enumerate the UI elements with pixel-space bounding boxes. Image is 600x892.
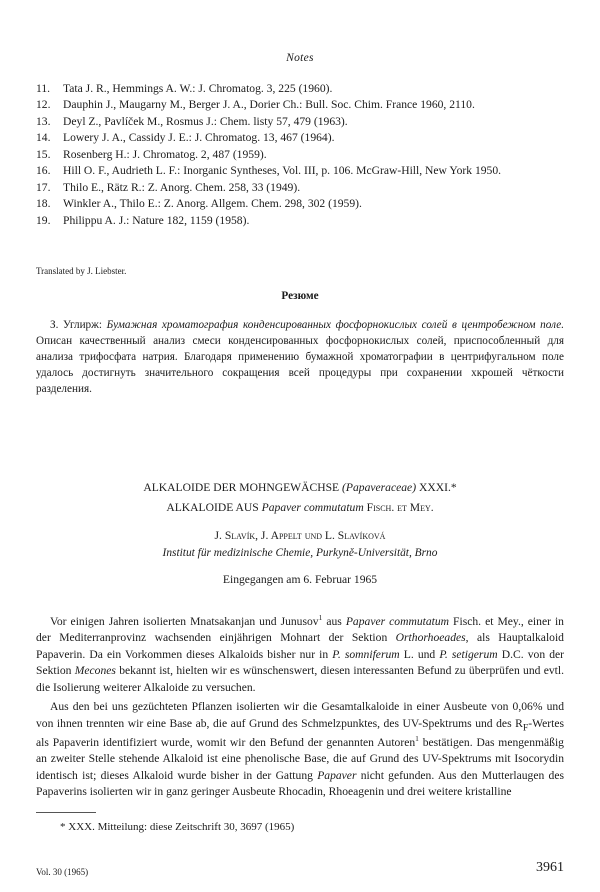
reference-item	[36, 213, 564, 229]
reference-text: Rosenberg H.: J. Chromatog. 2, 487 (1959).	[63, 147, 267, 161]
reference-text: Thilo E., Rätz R.: Z. Anorg. Chem. 258, 33 (1949).	[63, 180, 301, 194]
article-institute: Institut für medizinische Chemie, Purkyně-Universität, Brno	[162, 547, 438, 559]
reference-number: 16.	[36, 164, 51, 178]
page-number: 3961	[536, 860, 564, 875]
running-header: Notes	[286, 52, 314, 64]
resume-title: Резюме	[281, 290, 319, 302]
volume-info: Vol. 30 (1965)	[36, 867, 89, 877]
reference-text: Philippu A. J.: Nature 182, 1159 (1958).	[63, 213, 250, 227]
reference-item	[36, 147, 564, 163]
paragraph-2: Aus den bei uns gezüchteten Pflanzen isolierten wir die Gesamtalkaloide in einer Ausbeute von 0,06% und von ihnen trennten wir eine Base ab, die auf Grund des Schmelzpunktes, des UV-Spektrums und des $R_F$-Wertes als Papaverin identifiziert wurde, womit wir den Befund der genannten Autoren$^1$ bestätigen. Das mengenmäßig an zweiter Stelle stehende Alkaloid ist eine phenolische Base, die auf Grund des UV-Spektrums mit Isocorydin identisch ist; dieses Alkaloid wurde bisher in der Gattung Papaver nicht gefunden. Aus den Mutterlaugen des Papaverins isolierten wir in ganz geringer Ausbeute Rhocadin, Rhoeagenin und drei weitere kristalline	[36, 700, 564, 799]
reference-number: 17.	[36, 180, 51, 194]
footnote: * XXX. Mitteilung: diese Zeitschrift 30, 3697 (1965)	[60, 821, 295, 833]
reference-number: 19.	[36, 213, 51, 227]
article-title: ALKALOIDE DER MOHNGEWÄCHSE (Papaveraceae) XXXI.*	[143, 481, 457, 494]
reference-text: Deyl Z., Pavlíček M., Rosmus J.: Chem. listy 57, 479 (1963).	[63, 114, 348, 128]
resume-author: З. Углирж:	[50, 319, 102, 331]
article-body	[36, 614, 564, 804]
reference-text: Tata J. R., Hemmings A. W.: J. Chromatog. 3, 225 (1960).	[63, 82, 333, 95]
reference-item	[36, 180, 564, 196]
reference-text: Dauphin J., Maugarny M., Berger J. A., Dorier Ch.: Bull. Soc. Chim. France 1960, 2110.	[63, 98, 475, 112]
article-authors: J. Slavík, J. Appelt und L. Slavíková	[214, 529, 386, 542]
resume-italic-title: Бумажная хроматография конденсированных фосфорнокислых солей в центробежном поле.	[106, 319, 565, 331]
reference-item	[36, 81, 564, 97]
article-subtitle: ALKALOIDE AUS Papaver commutatum Fisch. et Mey.	[166, 501, 434, 514]
reference-item	[36, 114, 564, 130]
translator-credit: Translated by J. Liebster.	[36, 266, 127, 276]
reference-number: 15.	[36, 147, 51, 161]
reference-item	[36, 196, 564, 212]
resume-body: Описан качественный анализ смеси конденсированных фосфорнокислых солей, приспособленный для анализа трифосфата натрия. Благодаря применению бумажной хроматографии в центрифугальном поле удалось достигнуть значительного сокращения всей процедуры при сохранении хкрошей чёткости разделения.	[36, 335, 564, 396]
reference-number: 12.	[36, 98, 51, 112]
resume-text	[36, 317, 564, 397]
reference-number: 14.	[36, 131, 51, 145]
paragraph-1: Vor einigen Jahren isolierten Mnatsakanjan und Junusov$^1$ aus Papaver commutatum Fisch. et Mey., einer in der Mediterranprovinz wachsenden einjährigen Mohnart der Sektion Orthorhoeades, als Hauptalkaloid Papaverin. Da ein Vorkommen dieses Alkaloids bisher nur in P. somniferum L. und P. setigerum D.C. von der Sektion Mecones bekannt ist, hielten wir es wünschenswert, diesen interessanten Befund zu überprüfen und evtl. die Isolierung weiterer Alkaloide zu versuchen.	[36, 613, 565, 694]
reference-text: Hill O. F., Audrieth L. F.: Inorganic Syntheses, Vol. III, p. 106. McGraw-Hill, New York 1950.	[63, 164, 502, 178]
footnote-rule	[36, 812, 96, 813]
reference-item	[36, 130, 564, 146]
reference-text: Winkler A., Thilo E.: Z. Anorg. Allgem. Chem. 298, 302 (1959).	[63, 197, 362, 211]
reference-item	[36, 163, 564, 179]
reference-item	[36, 97, 564, 113]
reference-number: 11.	[36, 82, 51, 95]
received-date: Eingegangen am 6. Februar 1965	[222, 573, 378, 586]
reference-number: 13.	[36, 114, 51, 128]
reference-number: 18.	[36, 197, 51, 211]
reference-list	[36, 81, 564, 229]
reference-text: Lowery J. A., Cassidy J. E.: J. Chromatog. 13, 467 (1964).	[63, 131, 335, 145]
